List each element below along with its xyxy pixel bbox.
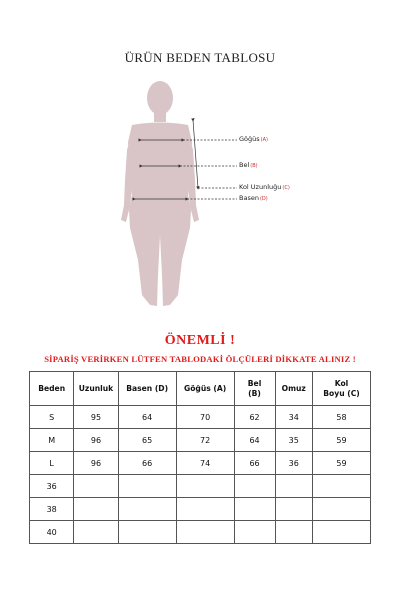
table-cell: 66 — [234, 452, 275, 475]
table-cell — [313, 498, 371, 521]
table-cell — [234, 475, 275, 498]
legend-chest-label: Göğüs — [239, 135, 260, 143]
table-cell: 66 — [118, 452, 176, 475]
table-header-row — [30, 372, 371, 406]
size-table — [29, 371, 371, 544]
table-cell: 96 — [74, 452, 118, 475]
table-cell — [176, 475, 234, 498]
body-figure — [0, 70, 400, 320]
header-kol-boyu: Kol Boyu (C) — [313, 372, 371, 406]
table-cell — [275, 498, 313, 521]
table-row — [30, 521, 371, 544]
table-cell — [275, 521, 313, 544]
silhouette-shape — [121, 81, 199, 306]
legend-hip-label: Basen — [239, 194, 259, 202]
table-cell: 72 — [176, 429, 234, 452]
table-cell: 40 — [30, 521, 74, 544]
header-uzunluk: Uzunluk — [74, 372, 118, 406]
table-cell: 59 — [313, 429, 371, 452]
header-bel: Bel (B) — [234, 372, 275, 406]
table-cell: 35 — [275, 429, 313, 452]
header-beden: Beden — [30, 372, 74, 406]
body-silhouette — [0, 70, 400, 320]
table-row — [30, 475, 371, 498]
table-cell: 96 — [74, 429, 118, 452]
table-cell: 95 — [74, 406, 118, 429]
table-cell — [176, 498, 234, 521]
table-cell — [313, 475, 371, 498]
legend-waist — [239, 161, 258, 169]
legend-arm-length — [239, 183, 290, 191]
table-row — [30, 452, 371, 475]
table-cell: 62 — [234, 406, 275, 429]
legend-waist-code: (B) — [250, 163, 258, 169]
table-cell — [74, 521, 118, 544]
legend-waist-label: Bel — [239, 161, 250, 169]
legend-arm-length-label: Kol Uzunluğu — [239, 183, 282, 191]
table-cell — [313, 521, 371, 544]
table-cell: 38 — [30, 498, 74, 521]
table-row — [30, 498, 371, 521]
table-cell — [118, 498, 176, 521]
table-cell: 59 — [313, 452, 371, 475]
table-cell — [275, 475, 313, 498]
table-cell — [234, 498, 275, 521]
legend-chest — [239, 135, 268, 143]
table-cell: 64 — [118, 406, 176, 429]
table-cell: 64 — [234, 429, 275, 452]
header-basen: Basen (D) — [118, 372, 176, 406]
legend-arm-length-code: (C) — [282, 185, 290, 191]
table-cell: 74 — [176, 452, 234, 475]
table-cell: 36 — [275, 452, 313, 475]
table-cell: 58 — [313, 406, 371, 429]
table-cell: 65 — [118, 429, 176, 452]
page-title: ÜRÜN BEDEN TABLOSU — [124, 50, 276, 65]
legend-hip-code: (D) — [259, 196, 268, 202]
table-cell: M — [30, 429, 74, 452]
table-cell: 36 — [30, 475, 74, 498]
header-gogus: Göğüs (A) — [176, 372, 234, 406]
legend-hip — [239, 194, 268, 202]
table-cell — [176, 521, 234, 544]
table-cell: 70 — [176, 406, 234, 429]
table-cell — [74, 475, 118, 498]
table-cell: L — [30, 452, 74, 475]
table-row — [30, 429, 371, 452]
header-omuz: Omuz — [275, 372, 313, 406]
table-cell — [118, 521, 176, 544]
table-cell: 34 — [275, 406, 313, 429]
legend-chest-code: (A) — [260, 137, 268, 143]
table-cell — [74, 498, 118, 521]
table-cell — [234, 521, 275, 544]
table-cell: S — [30, 406, 74, 429]
table-cell — [118, 475, 176, 498]
important-heading: ÖNEMLİ ! — [164, 333, 236, 348]
warning-text: SİPARİŞ VERİRKEN LÜTFEN TABLODAKİ ÖLÇÜLERİ DİKKATE ALINIZ ! — [44, 354, 356, 364]
table-row — [30, 406, 371, 429]
